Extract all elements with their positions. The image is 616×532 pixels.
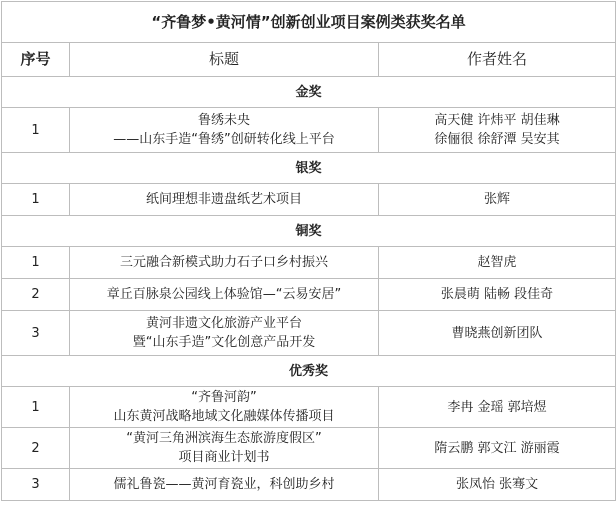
table-title: “齐鲁梦•黄河情”创新创业项目案例类获奖名单 xyxy=(2,2,616,43)
section-title: 银奖 xyxy=(2,153,616,184)
table-row xyxy=(2,184,616,216)
row-title xyxy=(70,428,379,469)
row-title xyxy=(70,469,379,501)
section-header-row xyxy=(2,77,616,108)
table-row xyxy=(2,108,616,153)
table-row xyxy=(2,387,616,428)
section-header-row xyxy=(2,356,616,387)
row-index: 3 xyxy=(2,311,70,356)
row-authors xyxy=(379,184,616,216)
table-row xyxy=(2,428,616,469)
row-authors xyxy=(379,108,616,153)
row-title-line: 章丘百脉泉公园线上体验馆—“云易安居” xyxy=(106,287,342,302)
row-authors xyxy=(379,279,616,311)
row-authors xyxy=(379,469,616,501)
row-index: 1 xyxy=(2,108,70,153)
row-title xyxy=(70,279,379,311)
section-title: 优秀奖 xyxy=(2,356,616,387)
row-title xyxy=(70,108,379,153)
table-row xyxy=(2,469,616,501)
row-title-line: 三元融合新模式助力石子口乡村振兴 xyxy=(119,255,328,270)
header-title: 标题 xyxy=(70,43,379,77)
row-authors-line: 李冉 金瑶 郭培煜 xyxy=(447,399,547,415)
table-row xyxy=(2,247,616,279)
table-title-row xyxy=(2,2,616,43)
section-title: 铜奖 xyxy=(2,216,616,247)
table-row xyxy=(2,279,616,311)
row-index: 3 xyxy=(2,469,70,501)
row-authors xyxy=(379,387,616,428)
section-title: 金奖 xyxy=(2,77,616,108)
table-header-row xyxy=(2,43,616,77)
row-title-line: 项目商业计划书 xyxy=(178,450,270,465)
row-title-line: 山东黄河战略地域文化融媒体传播项目 xyxy=(113,409,335,424)
row-title-line: “齐鲁河韵” xyxy=(191,390,257,405)
section-header-row xyxy=(2,153,616,184)
row-authors-line: 张凤怡 张骞文 xyxy=(455,477,539,492)
row-authors-line: 赵智虎 xyxy=(477,255,517,270)
row-authors-line: 张辉 xyxy=(484,192,511,207)
row-title xyxy=(70,387,379,428)
row-authors xyxy=(379,311,616,356)
row-authors-line: 隋云鹏 郭文江 游丽霞 xyxy=(434,440,560,456)
row-title-line: 鲁绣未央 xyxy=(197,113,250,128)
row-authors-line: 曹晓燕创新团队 xyxy=(451,325,543,341)
section-header-row xyxy=(2,216,616,247)
row-title-line: “黄河三角洲滨海生态旅游度假区” xyxy=(126,431,322,446)
award-list-table xyxy=(1,1,616,501)
row-title xyxy=(70,184,379,216)
row-authors xyxy=(379,428,616,469)
row-authors-line: 高天健 许炜平 胡佳琳 xyxy=(434,113,560,128)
row-title-line: 纸间理想非遗盘纸艺术项目 xyxy=(145,192,302,207)
row-title xyxy=(70,311,379,356)
header-authors: 作者姓名 xyxy=(379,43,616,77)
row-title-line: 黄河非遗文化旅游产业平台 xyxy=(145,316,302,331)
row-authors-line: 张晨萌 陆畅 段佳奇 xyxy=(440,287,554,302)
row-index: 2 xyxy=(2,428,70,469)
row-title-line: 儒礼鲁瓷——黄河育瓷业，科创助乡村 xyxy=(113,477,335,492)
row-authors-line: 徐俪很 徐舒潭 吴安其 xyxy=(434,132,560,147)
row-index: 2 xyxy=(2,279,70,311)
row-index: 1 xyxy=(2,387,70,428)
row-title xyxy=(70,247,379,279)
table-row xyxy=(2,311,616,356)
row-index: 1 xyxy=(2,184,70,216)
row-index: 1 xyxy=(2,247,70,279)
header-index: 序号 xyxy=(2,43,70,77)
row-title-line: 暨“山东手造”文化创意产品开发 xyxy=(132,335,316,350)
row-authors xyxy=(379,247,616,279)
row-title-line: ——山东手造“鲁绣”创研转化线上平台 xyxy=(113,132,335,147)
